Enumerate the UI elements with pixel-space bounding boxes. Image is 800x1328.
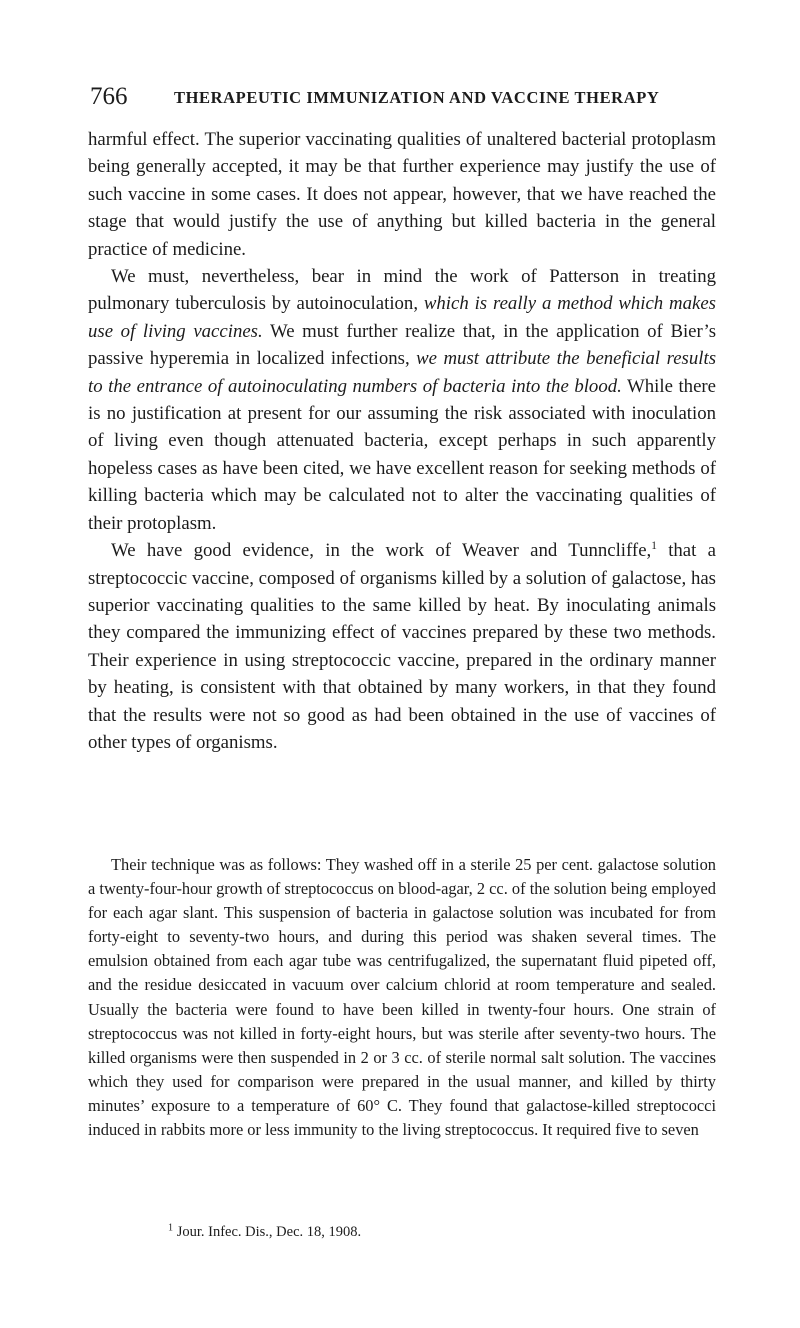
technique-block <box>88 853 716 1142</box>
paragraph-text: We must further realize that, in the application of Bier’s passive hyperemia in localized infections, <box>88 320 716 370</box>
paragraph-text: that a streptococcic vaccine, composed of organisms killed by a solution of galactose, has superior vaccinating qualities to the same killed by heat. By inoculating animals they compared the immunizing effect of vaccines prepared by these two methods. Their experience in using streptococcic vaccine, prepared in the ordinary manner by heating, is consistent with that obtained by many workers, in that they found that the results were not so good as had been obtained in the use of vaccines of other types of organisms. <box>88 540 717 753</box>
paragraph-patterson <box>88 263 716 537</box>
italic-emphasis: we must attribute the beneficial results to the entrance of autoinoculating numbers of bacteria into the blood. <box>88 348 716 397</box>
paragraph-text: harmful effect. The superior vaccinating qualities of unaltered bacterial protoplasm being generally accepted, it may be that further experience may justify the use of such vaccine in some cases. It does not appear, however, that we have reached the stage that would justify the use of anything but killed bacteria in the general practice of medicine. <box>88 129 716 260</box>
italic-emphasis: which is really a method which makes use of living vaccines. <box>88 293 716 342</box>
main-text <box>88 126 716 756</box>
running-head: THERAPEUTIC IMMUNIZATION AND VACCINE THERAPY <box>174 88 660 107</box>
paragraph-text: While there is no justification at present for our assuming the risk associated with inoculation of living even though attenuated bacteria, except perhaps in such apparently hopeless cases as have been cited, we have excellent reason for seeking methods of killing bacteria which may be calculated not to alter the vaccinating qualities of their protoplasm. <box>88 375 716 534</box>
footnote <box>168 1222 361 1242</box>
paragraph-text: Their technique was as follows: They washed off in a sterile 25 per cent. galactose solution a twenty-four-hour growth of streptococcus on blood-agar, 2 cc. of the solution being employed for each agar slant. This suspension of bacteria in galactose solution was incubated for from forty-eight to seventy-two hours, and during this period was shaken several times. The emulsion obtained from each agar tube was centrifugalized, the supernatant fluid pipeted off, and the residue desiccated in vacuum over calcium chlorid at room temperature and sealed. Usually the bacteria were found to have been killed in twenty-four hours. One strain of streptococcus was not killed in forty-eight hours, but was sterile after seventy-two hours. The killed organisms were then suspended in 2 or 3 cc. of sterile normal salt solution. The vaccines which they used for comparison were prepared in the usual manner, and killed by thirty minutes’ exposure to a temperature of 60° C. They found that galactose-killed streptococci induced in rabbits more or less immunity to the living streptococcus. It required five to seven <box>88 855 716 1140</box>
page-header <box>90 82 710 112</box>
page-number: 766 <box>90 83 128 110</box>
paragraph-text: We must, nevertheless, bear in mind the work of Patterson in treating pulmonary tuberculosis by autoinoculation, <box>88 266 716 315</box>
paragraph-weaver-tunncliffe <box>88 537 716 756</box>
paragraph-continuation <box>88 126 716 263</box>
footnote-reference: 1 <box>651 540 657 553</box>
footnote-text: Jour. Infec. Dis., Dec. 18, 1908. <box>173 1224 362 1240</box>
paragraph-text: We have good evidence, in the work of Weaver and Tunncliffe, <box>111 540 652 562</box>
paragraph-technique <box>88 853 716 1142</box>
footnote-marker: 1 <box>168 1222 174 1234</box>
